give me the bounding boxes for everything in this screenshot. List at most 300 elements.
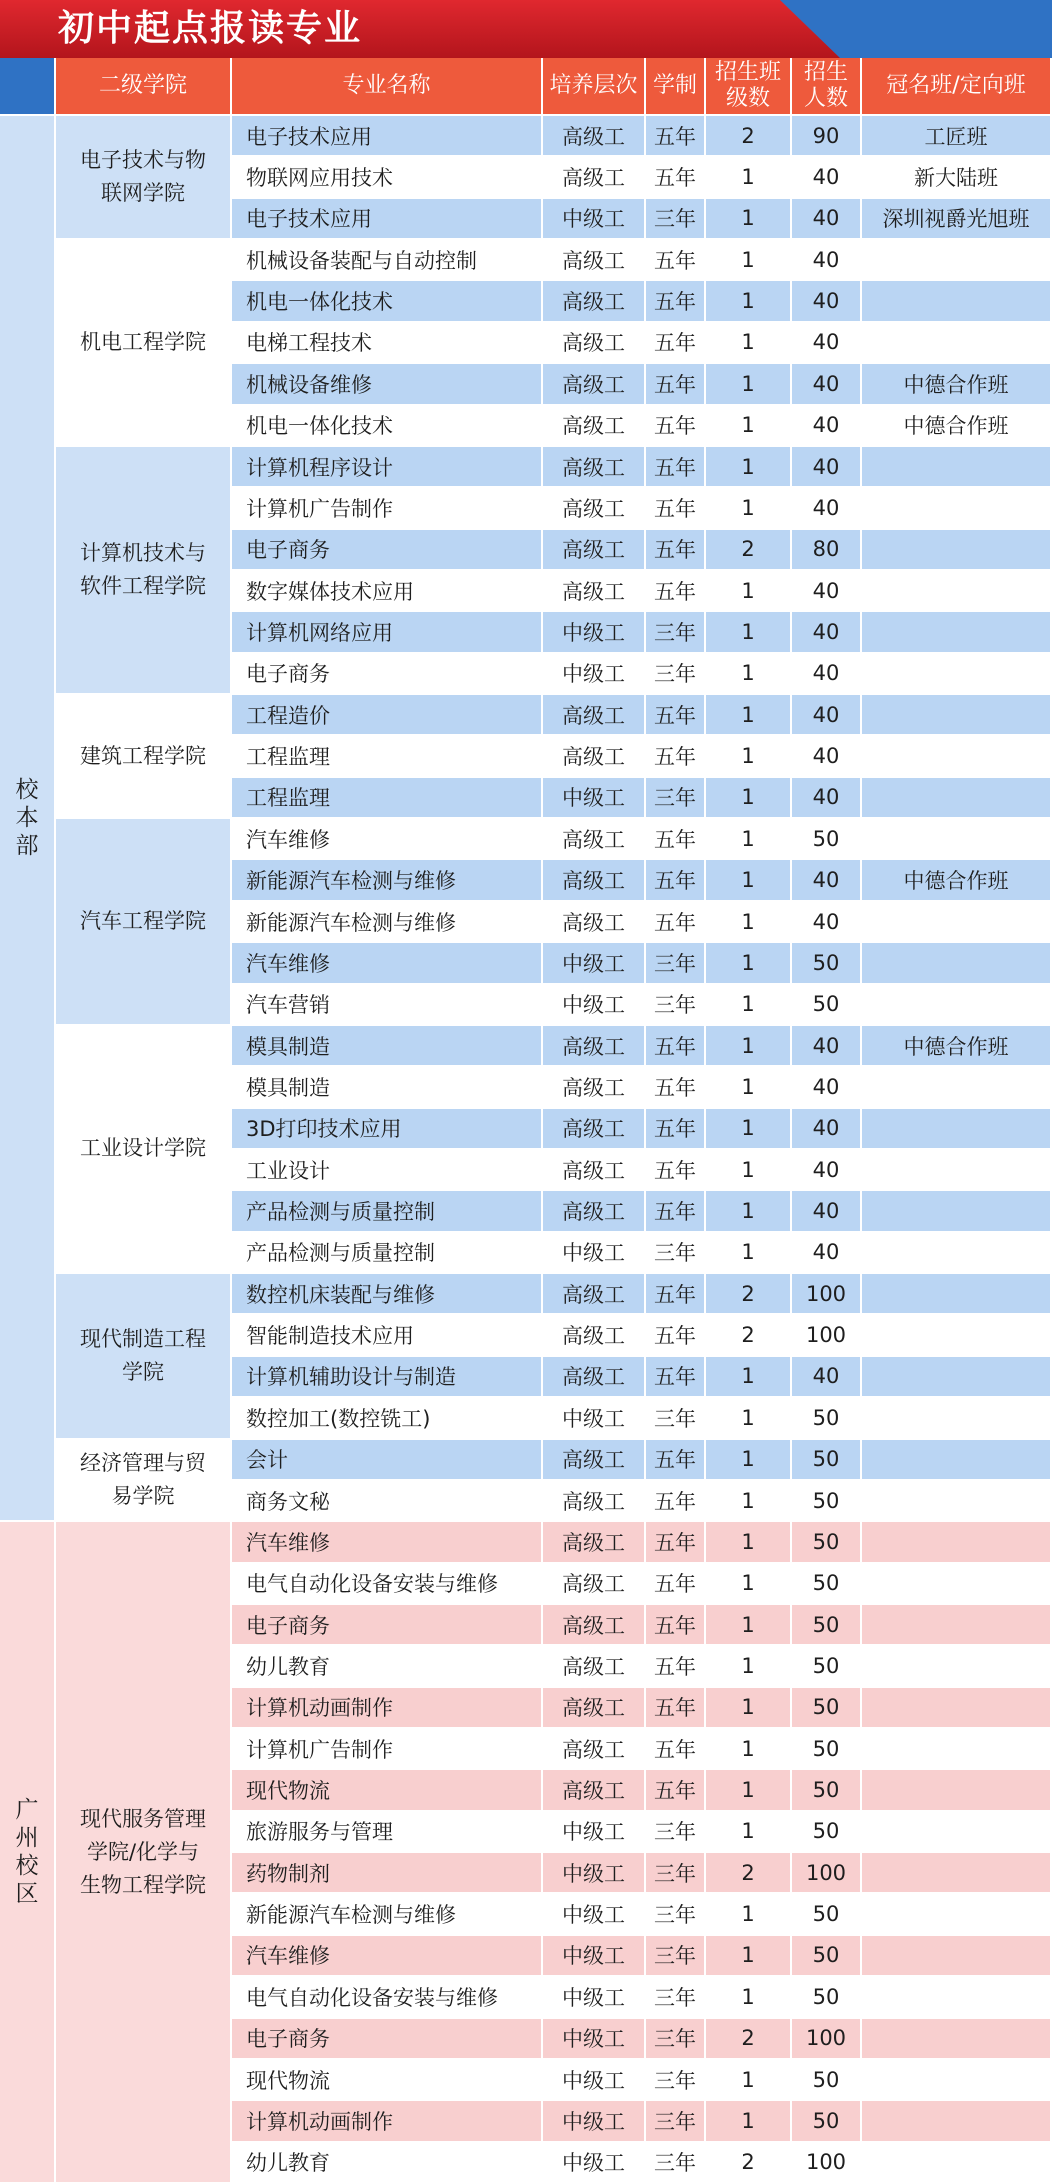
- cell-level: 中级工: [543, 199, 646, 240]
- campus-name: 广州校区: [15, 1797, 39, 1908]
- cell-major: 药物制剂: [232, 1853, 543, 1894]
- college-cell: [56, 1274, 232, 1439]
- cell-classes: 1: [706, 1564, 792, 1605]
- cell-years: 五年: [646, 1564, 706, 1605]
- cell-classes: 1: [706, 1109, 792, 1150]
- header-classes: 招生班级数: [706, 58, 792, 116]
- cell-classes: 2: [706, 2143, 792, 2184]
- cell-named: [862, 530, 1052, 571]
- cell-years: 五年: [646, 157, 706, 198]
- cell-level: 高级工: [543, 530, 646, 571]
- cell-named: 中德合作班: [862, 860, 1052, 901]
- cell-named: [862, 1688, 1052, 1729]
- cell-major: 电子商务: [232, 654, 543, 695]
- cell-classes: 1: [706, 860, 792, 901]
- cell-classes: 1: [706, 157, 792, 198]
- cell-major: 工程造价: [232, 695, 543, 736]
- cell-years: 五年: [646, 364, 706, 405]
- cell-major: 模具制造: [232, 1026, 543, 1067]
- cell-major: 电子商务: [232, 530, 543, 571]
- cell-major: 产品检测与质量控制: [232, 1191, 543, 1232]
- cell-students: 50: [792, 1977, 862, 2018]
- cell-major: 汽车营销: [232, 985, 543, 1026]
- cell-classes: 1: [706, 199, 792, 240]
- cell-level: 中级工: [543, 1812, 646, 1853]
- cell-years: 五年: [646, 1481, 706, 1522]
- cell-classes: 2: [706, 1853, 792, 1894]
- cell-students: 50: [792, 1812, 862, 1853]
- cell-named: [862, 488, 1052, 529]
- campus-name: 校本部: [15, 777, 39, 860]
- cell-years: 五年: [646, 1191, 706, 1232]
- cell-named: [862, 943, 1052, 984]
- cell-years: 三年: [646, 612, 706, 653]
- cell-named: [862, 1191, 1052, 1232]
- cell-classes: 1: [706, 1522, 792, 1563]
- cell-level: 中级工: [543, 2101, 646, 2142]
- cell-major: 计算机动画制作: [232, 2101, 543, 2142]
- cell-named: [862, 240, 1052, 281]
- cell-level: 高级工: [543, 695, 646, 736]
- cell-classes: 1: [706, 281, 792, 322]
- cell-level: 高级工: [543, 1191, 646, 1232]
- cell-named: [862, 1770, 1052, 1811]
- cell-classes: 1: [706, 488, 792, 529]
- cell-classes: 1: [706, 1894, 792, 1935]
- cell-students: 40: [792, 571, 862, 612]
- cell-years: 五年: [646, 1026, 706, 1067]
- cell-level: 高级工: [543, 1109, 646, 1150]
- cell-named: [862, 654, 1052, 695]
- header-named: 冠名班/定向班: [862, 58, 1052, 116]
- table-row: [0, 1274, 1052, 1315]
- cell-level: 高级工: [543, 488, 646, 529]
- cell-years: 五年: [646, 406, 706, 447]
- table-row: [0, 1026, 1052, 1067]
- cell-major: 机械设备维修: [232, 364, 543, 405]
- cell-level: 中级工: [543, 1233, 646, 1274]
- cell-students: 50: [792, 1481, 862, 1522]
- cell-level: 高级工: [543, 1481, 646, 1522]
- cell-students: 50: [792, 1936, 862, 1977]
- table-row: [0, 1440, 1052, 1481]
- cell-major: 电子商务: [232, 2019, 543, 2060]
- table-body: [0, 116, 1052, 2184]
- college-name: 现代服务管理学院/化学与生物工程学院: [80, 1806, 206, 1897]
- cell-classes: 1: [706, 1936, 792, 1977]
- cell-years: 三年: [646, 2060, 706, 2101]
- cell-named: [862, 1150, 1052, 1191]
- cell-major: 工业设计: [232, 1150, 543, 1191]
- cell-students: 50: [792, 985, 862, 1026]
- cell-classes: 1: [706, 1357, 792, 1398]
- cell-level: 高级工: [543, 1564, 646, 1605]
- table-row: [0, 116, 1052, 157]
- cell-major: 计算机广告制作: [232, 488, 543, 529]
- cell-major: 物联网应用技术: [232, 157, 543, 198]
- campus-cell: [0, 1522, 56, 2184]
- cell-major: 幼儿教育: [232, 1646, 543, 1687]
- cell-level: 中级工: [543, 1398, 646, 1439]
- cell-named: [862, 571, 1052, 612]
- cell-classes: 1: [706, 1688, 792, 1729]
- cell-years: 五年: [646, 116, 706, 157]
- cell-level: 中级工: [543, 985, 646, 1026]
- cell-named: [862, 1812, 1052, 1853]
- cell-classes: 1: [706, 654, 792, 695]
- cell-students: 40: [792, 1109, 862, 1150]
- cell-years: 五年: [646, 1357, 706, 1398]
- cell-years: 五年: [646, 323, 706, 364]
- cell-students: 50: [792, 1729, 862, 1770]
- cell-years: 五年: [646, 1522, 706, 1563]
- cell-named: [862, 985, 1052, 1026]
- cell-major: 幼儿教育: [232, 2143, 543, 2184]
- cell-level: 高级工: [543, 1729, 646, 1770]
- cell-students: 50: [792, 1688, 862, 1729]
- cell-major: 数字媒体技术应用: [232, 571, 543, 612]
- cell-major: 计算机程序设计: [232, 447, 543, 488]
- cell-major: 工程监理: [232, 736, 543, 777]
- cell-named: [862, 1440, 1052, 1481]
- cell-major: 数控机床装配与维修: [232, 1274, 543, 1315]
- cell-students: 50: [792, 2060, 862, 2101]
- cell-years: 三年: [646, 943, 706, 984]
- cell-major: 机电一体化技术: [232, 281, 543, 322]
- cell-students: 40: [792, 488, 862, 529]
- cell-level: 中级工: [543, 1853, 646, 1894]
- cell-years: 五年: [646, 1688, 706, 1729]
- cell-classes: 1: [706, 1150, 792, 1191]
- cell-major: 电气自动化设备安装与维修: [232, 1564, 543, 1605]
- cell-named: [862, 778, 1052, 819]
- cell-students: 100: [792, 1315, 862, 1356]
- cell-major: 现代物流: [232, 1770, 543, 1811]
- cell-major: 数控加工(数控铣工): [232, 1398, 543, 1439]
- cell-level: 高级工: [543, 323, 646, 364]
- cell-level: 高级工: [543, 571, 646, 612]
- cell-classes: 1: [706, 1440, 792, 1481]
- cell-named: 中德合作班: [862, 1026, 1052, 1067]
- cell-students: 40: [792, 447, 862, 488]
- cell-years: 三年: [646, 985, 706, 1026]
- cell-major: 电气自动化设备安装与维修: [232, 1977, 543, 2018]
- cell-years: 五年: [646, 860, 706, 901]
- cell-classes: 1: [706, 1067, 792, 1108]
- header-blank: [0, 58, 56, 116]
- cell-level: 高级工: [543, 240, 646, 281]
- cell-named: [862, 1067, 1052, 1108]
- cell-major: 会计: [232, 1440, 543, 1481]
- cell-named: [862, 819, 1052, 860]
- cell-students: 80: [792, 530, 862, 571]
- cell-named: [862, 1646, 1052, 1687]
- cell-students: 50: [792, 819, 862, 860]
- cell-years: 三年: [646, 2143, 706, 2184]
- cell-named: [862, 1936, 1052, 1977]
- college-name: 现代制造工程学院: [80, 1326, 206, 1384]
- college-name: 工业设计学院: [80, 1136, 206, 1161]
- cell-classes: 1: [706, 571, 792, 612]
- cell-classes: 1: [706, 819, 792, 860]
- cell-level: 中级工: [543, 2143, 646, 2184]
- campus-cell: [0, 116, 56, 1522]
- cell-students: 40: [792, 323, 862, 364]
- cell-named: [862, 447, 1052, 488]
- cell-named: [862, 2143, 1052, 2184]
- cell-students: 40: [792, 199, 862, 240]
- cell-years: 五年: [646, 1315, 706, 1356]
- cell-years: 三年: [646, 199, 706, 240]
- cell-classes: 2: [706, 2019, 792, 2060]
- cell-named: 中德合作班: [862, 406, 1052, 447]
- college-cell: [56, 116, 232, 240]
- cell-named: [862, 1853, 1052, 1894]
- cell-major: 计算机动画制作: [232, 1688, 543, 1729]
- cell-years: 五年: [646, 736, 706, 777]
- cell-years: 五年: [646, 819, 706, 860]
- cell-level: 中级工: [543, 2019, 646, 2060]
- cell-students: 40: [792, 1067, 862, 1108]
- table-row: [0, 695, 1052, 736]
- cell-students: 50: [792, 1522, 862, 1563]
- cell-classes: 1: [706, 1481, 792, 1522]
- cell-students: 100: [792, 1853, 862, 1894]
- cell-major: 汽车维修: [232, 819, 543, 860]
- cell-students: 40: [792, 860, 862, 901]
- cell-years: 五年: [646, 571, 706, 612]
- cell-classes: 2: [706, 116, 792, 157]
- cell-level: 高级工: [543, 281, 646, 322]
- cell-named: [862, 1894, 1052, 1935]
- cell-years: 五年: [646, 1729, 706, 1770]
- cell-years: 三年: [646, 654, 706, 695]
- cell-students: 90: [792, 116, 862, 157]
- cell-students: 40: [792, 736, 862, 777]
- cell-years: 五年: [646, 530, 706, 571]
- cell-students: 50: [792, 1605, 862, 1646]
- header-level: 培养层次: [543, 58, 646, 116]
- cell-years: 五年: [646, 1770, 706, 1811]
- cell-classes: 1: [706, 364, 792, 405]
- cell-level: 高级工: [543, 116, 646, 157]
- cell-named: [862, 2101, 1052, 2142]
- cell-students: 40: [792, 240, 862, 281]
- cell-classes: 1: [706, 778, 792, 819]
- header-students: 招生人数: [792, 58, 862, 116]
- cell-level: 中级工: [543, 2060, 646, 2101]
- cell-major: 机电一体化技术: [232, 406, 543, 447]
- cell-classes: 2: [706, 1315, 792, 1356]
- majors-table: [0, 58, 1052, 2184]
- cell-classes: 1: [706, 447, 792, 488]
- cell-level: 高级工: [543, 1440, 646, 1481]
- header-college: 二级学院: [56, 58, 232, 116]
- cell-named: [862, 1605, 1052, 1646]
- cell-level: 高级工: [543, 1770, 646, 1811]
- cell-classes: 1: [706, 323, 792, 364]
- cell-level: 高级工: [543, 1605, 646, 1646]
- college-cell: [56, 240, 232, 447]
- cell-named: [862, 1522, 1052, 1563]
- cell-students: 40: [792, 1191, 862, 1232]
- cell-level: 高级工: [543, 157, 646, 198]
- cell-named: [862, 1977, 1052, 2018]
- header-major: 专业名称: [232, 58, 543, 116]
- college-cell: [56, 819, 232, 1026]
- cell-named: [862, 1564, 1052, 1605]
- cell-classes: 2: [706, 530, 792, 571]
- cell-years: 三年: [646, 2019, 706, 2060]
- cell-students: 40: [792, 1150, 862, 1191]
- cell-years: 五年: [646, 1274, 706, 1315]
- cell-level: 高级工: [543, 447, 646, 488]
- cell-named: [862, 1357, 1052, 1398]
- cell-level: 高级工: [543, 1357, 646, 1398]
- cell-major: 机械设备装配与自动控制: [232, 240, 543, 281]
- cell-years: 五年: [646, 1646, 706, 1687]
- cell-named: [862, 736, 1052, 777]
- cell-major: 现代物流: [232, 2060, 543, 2101]
- cell-years: 三年: [646, 1233, 706, 1274]
- college-name: 汽车工程学院: [80, 909, 206, 933]
- cell-major: 工程监理: [232, 778, 543, 819]
- cell-classes: 1: [706, 1977, 792, 2018]
- cell-major: 计算机辅助设计与制造: [232, 1357, 543, 1398]
- cell-students: 40: [792, 612, 862, 653]
- cell-major: 商务文秘: [232, 1481, 543, 1522]
- cell-years: 五年: [646, 1150, 706, 1191]
- table-row: [0, 819, 1052, 860]
- cell-years: 五年: [646, 1109, 706, 1150]
- cell-years: 三年: [646, 2101, 706, 2142]
- cell-students: 50: [792, 1646, 862, 1687]
- cell-classes: 1: [706, 612, 792, 653]
- college-cell: [56, 1440, 232, 1523]
- college-name: 经济管理与贸易学院: [80, 1450, 206, 1508]
- cell-students: 50: [792, 1440, 862, 1481]
- cell-students: 50: [792, 943, 862, 984]
- cell-classes: 1: [706, 1605, 792, 1646]
- table-row: [0, 240, 1052, 281]
- college-cell: [56, 447, 232, 695]
- cell-years: 三年: [646, 1398, 706, 1439]
- cell-major: 新能源汽车检测与维修: [232, 860, 543, 901]
- cell-level: 中级工: [543, 1936, 646, 1977]
- cell-level: 高级工: [543, 1067, 646, 1108]
- cell-named: 工匠班: [862, 116, 1052, 157]
- header-years: 学制: [646, 58, 706, 116]
- cell-classes: 1: [706, 406, 792, 447]
- cell-major: 计算机广告制作: [232, 1729, 543, 1770]
- cell-major: 3D打印技术应用: [232, 1109, 543, 1150]
- cell-years: 三年: [646, 1894, 706, 1935]
- cell-level: 中级工: [543, 1894, 646, 1935]
- cell-named: [862, 1315, 1052, 1356]
- cell-years: 五年: [646, 1067, 706, 1108]
- cell-years: 五年: [646, 1605, 706, 1646]
- cell-years: 五年: [646, 902, 706, 943]
- cell-years: 三年: [646, 1853, 706, 1894]
- cell-classes: 1: [706, 2101, 792, 2142]
- cell-students: 40: [792, 364, 862, 405]
- cell-classes: 1: [706, 1729, 792, 1770]
- cell-named: [862, 281, 1052, 322]
- cell-years: 五年: [646, 695, 706, 736]
- cell-level: 中级工: [543, 778, 646, 819]
- cell-level: 中级工: [543, 654, 646, 695]
- cell-students: 40: [792, 654, 862, 695]
- page-title: 初中起点报读专业: [58, 8, 363, 49]
- cell-level: 高级工: [543, 1646, 646, 1687]
- cell-students: 50: [792, 1564, 862, 1605]
- college-name: 机电工程学院: [80, 329, 206, 354]
- cell-years: 五年: [646, 281, 706, 322]
- cell-students: 40: [792, 1357, 862, 1398]
- cell-students: 50: [792, 1894, 862, 1935]
- cell-major: 汽车维修: [232, 943, 543, 984]
- college-name: 计算机技术与软件工程学院: [80, 540, 206, 598]
- cell-level: 中级工: [543, 612, 646, 653]
- cell-level: 高级工: [543, 860, 646, 901]
- cell-students: 50: [792, 1398, 862, 1439]
- cell-classes: 2: [706, 1274, 792, 1315]
- cell-major: 产品检测与质量控制: [232, 1233, 543, 1274]
- cell-students: 100: [792, 1274, 862, 1315]
- cell-major: 智能制造技术应用: [232, 1315, 543, 1356]
- cell-level: 高级工: [543, 1150, 646, 1191]
- cell-level: 高级工: [543, 819, 646, 860]
- cell-students: 50: [792, 2101, 862, 2142]
- cell-major: 电梯工程技术: [232, 323, 543, 364]
- cell-students: 40: [792, 157, 862, 198]
- cell-named: [862, 2060, 1052, 2101]
- cell-classes: 1: [706, 240, 792, 281]
- cell-classes: 1: [706, 1812, 792, 1853]
- cell-named: [862, 695, 1052, 736]
- header-row: [0, 58, 1052, 116]
- cell-named: [862, 2019, 1052, 2060]
- cell-major: 汽车维修: [232, 1936, 543, 1977]
- cell-classes: 1: [706, 736, 792, 777]
- cell-level: 中级工: [543, 1977, 646, 2018]
- college-name: 电子技术与物联网学院: [80, 148, 206, 206]
- cell-level: 高级工: [543, 1274, 646, 1315]
- college-cell: [56, 1522, 232, 2184]
- cell-classes: 1: [706, 1398, 792, 1439]
- college-name: 建筑工程学院: [80, 743, 206, 768]
- cell-major: 新能源汽车检测与维修: [232, 1894, 543, 1935]
- cell-classes: 1: [706, 695, 792, 736]
- table-row: [0, 447, 1052, 488]
- cell-level: 中级工: [543, 943, 646, 984]
- cell-named: 中德合作班: [862, 364, 1052, 405]
- cell-named: [862, 1233, 1052, 1274]
- cell-major: 旅游服务与管理: [232, 1812, 543, 1853]
- cell-level: 高级工: [543, 1688, 646, 1729]
- cell-level: 高级工: [543, 1026, 646, 1067]
- cell-named: [862, 612, 1052, 653]
- cell-named: 新大陆班: [862, 157, 1052, 198]
- cell-major: 电子技术应用: [232, 116, 543, 157]
- cell-named: [862, 1729, 1052, 1770]
- cell-major: 新能源汽车检测与维修: [232, 902, 543, 943]
- cell-years: 五年: [646, 488, 706, 529]
- cell-named: [862, 1398, 1052, 1439]
- cell-level: 高级工: [543, 736, 646, 777]
- cell-students: 40: [792, 902, 862, 943]
- cell-major: 电子商务: [232, 1605, 543, 1646]
